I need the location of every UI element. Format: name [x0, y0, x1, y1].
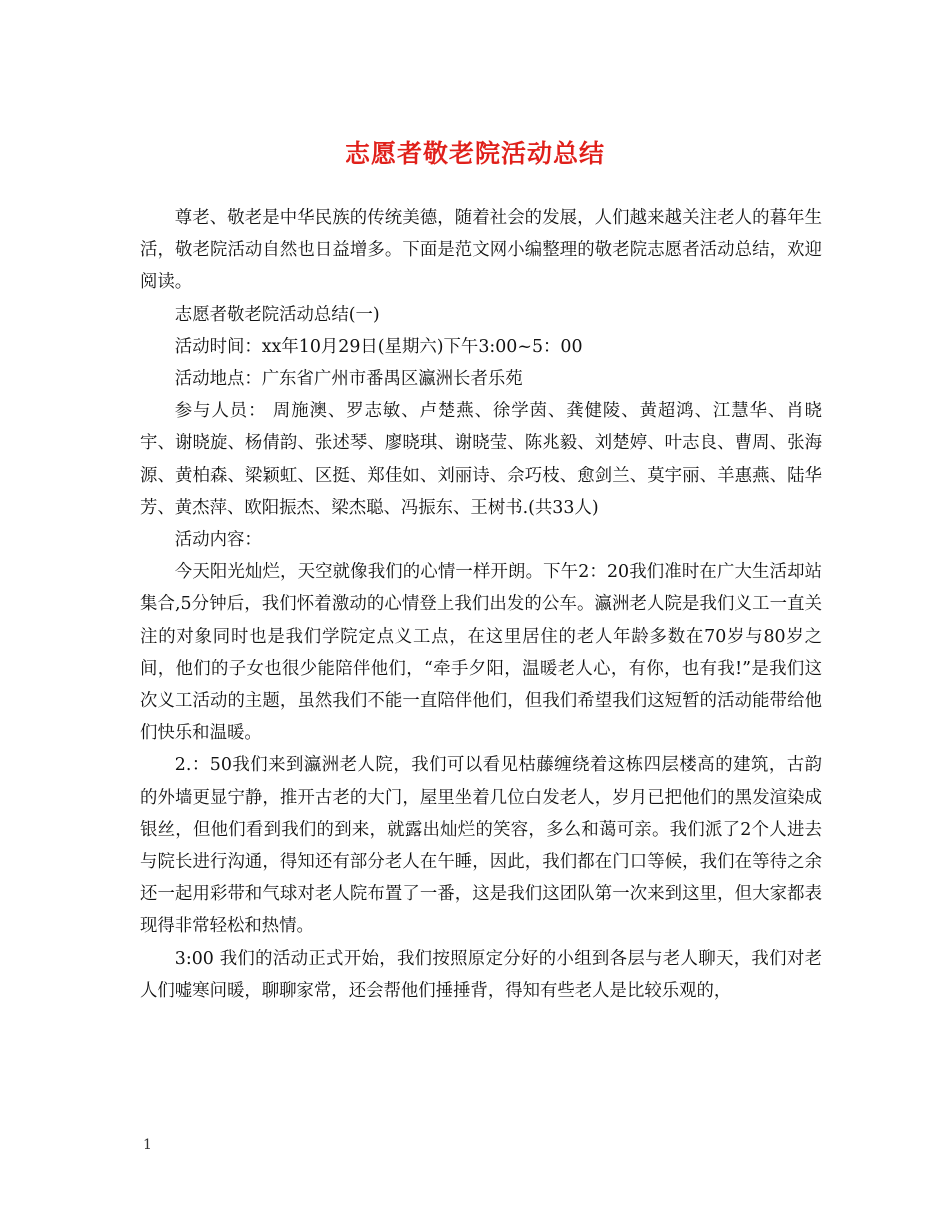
paragraph-narrative-2: 2.：50我们来到瀛洲老人院，我们可以看见枯藤缠绕着这栋四层楼高的建筑，古韵的外墙更显宁静，推开古老的大门，屋里坐着几位白发老人，岁月已把他们的黑发渲染成银丝，但他们看到我们的到来，就露出灿烂的笑容，多么和蔼可亲。我们派了2个人进去与院长进行沟通，得知还有部分老人在午睡，因此，我们都在门口等候，我们在等待之余还一起用彩带和气球对老人院布置了一番，这是我们这团队第一次来到这里，但大家都表现得非常轻松和热情。 — [140, 755, 822, 937]
paragraph-subtitle: 志愿者敬老院活动总结(一) — [174, 304, 380, 325]
page-number: 1 — [143, 1137, 152, 1153]
paragraph-narrative-1: 今天阳光灿烂，天空就像我们的心情一样开朗。下午2：20我们准时在广大生活却站集合,5分钟后，我们怀着激动的心情登上我们出发的公车。瀛洲老人院是我们义工一直关注的对象同时也是我们学院定点义工点，在这里居住的老人年龄多数在70岁与80岁之间，他们的子女也很少能陪伴他们，“牵手夕阳，温暖老人心，有你，也有我!”是我们这次义工活动的主题，虽然我们不能一直陪伴他们，但我们希望我们这短暂的活动能带给他们快乐和温暖。 — [140, 562, 822, 744]
document-body — [140, 202, 822, 1007]
paragraph-activity-content-label: 活动内容： — [174, 530, 262, 551]
paragraph-participants: 参与人员： 周施澳、罗志敏、卢楚燕、徐学茵、龚健陵、黄超鸿、江慧华、肖晓宇、谢晓旋、杨倩韵、张述琴、廖晓琪、谢晓莹、陈兆毅、刘楚婷、叶志良、曹周、张海源、黄柏森、梁颖虹、区挺、郑佳如、刘丽诗、佘巧枝、愈剑兰、莫宇丽、羊惠燕、陆华芳、黄杰萍、欧阳振杰、梁杰聪、冯振东、王树书.(共33人) — [140, 401, 822, 518]
paragraph-intro: 尊老、敬老是中华民族的传统美德，随着社会的发展，人们越来越关注老人的暮年生活，敬老院活动自然也日益增多。下面是范文网小编整理的敬老院志愿者活动总结，欢迎阅读。 — [140, 208, 822, 293]
paragraph-activity-location: 活动地点：广东省广州市番禺区瀛洲长者乐苑 — [174, 369, 523, 390]
paragraph-activity-time: 活动时间：xx年10月29日(星期六)下午3:00~5：00 — [174, 336, 583, 357]
document-title: 志愿者敬老院活动总结 — [344, 139, 605, 168]
paragraph-narrative-3: 3:00 我们的活动正式开始，我们按照原定分好的小组到各层与老人聊天，我们对老人们嘘寒问暖，聊聊家常，还会帮他们捶捶背，得知有些老人是比较乐观的， — [140, 948, 822, 1001]
